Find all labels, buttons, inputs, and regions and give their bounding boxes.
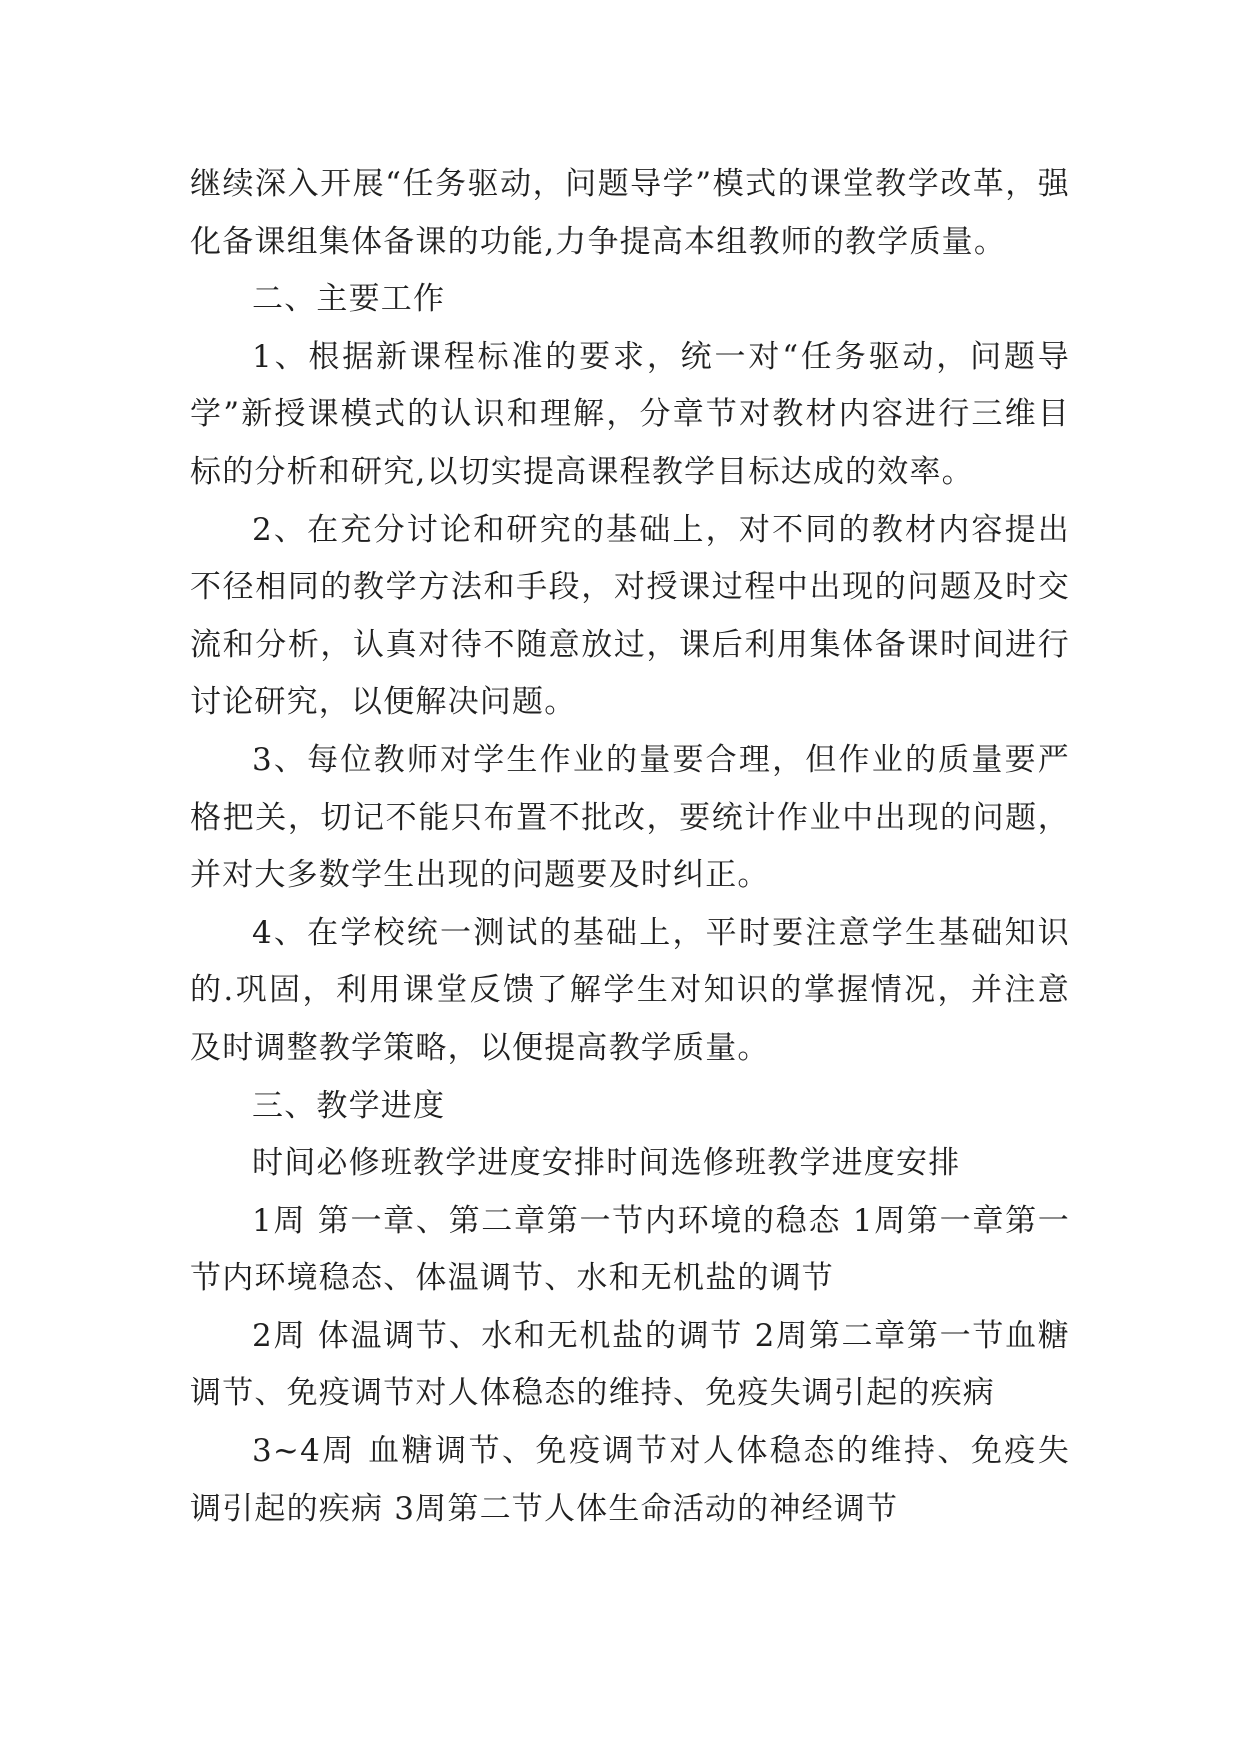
work-item-2: 2、在充分讨论和研究的基础上，对不同的教材内容提出不径相同的教学方法和手段，对授课过程中出现的问题及时交流和分析，认真对待不随意放过，课后利用集体备课时间进行讨论研究，以便解决问题。 (190, 511, 1070, 721)
document-body (190, 156, 1070, 1538)
schedule-week-1: 1周 第一章、第二章第一节内环境的稳态 1周第一章第一节内环境稳态、体温调节、水和无机盐的调节 (190, 1202, 1070, 1297)
section-heading-main-work: 二、主要工作 (252, 281, 446, 318)
section-heading-schedule: 三、教学进度 (252, 1087, 446, 1124)
schedule-week-2: 2周 体温调节、水和无机盐的调节 2周第二章第一节血糖调节、免疫调节对人体稳态的维持、免疫失调引起的疾病 (190, 1317, 1070, 1412)
schedule-header: 时间必修班教学进度安排时间选修班教学进度安排 (252, 1145, 961, 1182)
work-item-1: 1、根据新课程标准的要求，统一对“任务驱动，问题导学”新授课模式的认识和理解，分章节对教材内容进行三维目标的分析和研究,以切实提高课程教学目标达成的效率。 (190, 338, 1070, 490)
work-item-4: 4、在学校统一测试的基础上，平时要注意学生基础知识的.巩固，利用课堂反馈了解学生对知识的掌握情况，并注意及时调整教学策略，以便提高教学质量。 (190, 914, 1070, 1066)
schedule-week-3-4: 3~4周 血糖调节、免疫调节对人体稳态的维持、免疫失调引起的疾病 3周第二节人体生命活动的神经调节 (190, 1433, 1070, 1527)
intro-paragraph: 继续深入开展“任务驱动，问题导学”模式的课堂教学改革，强化备课组集体备课的功能,力争提高本组教师的教学质量。 (190, 166, 1070, 260)
work-item-3: 3、每位教师对学生作业的量要合理，但作业的质量要严格把关，切记不能只布置不批改，要统计作业中出现的问题，并对大多数学生出现的问题要及时纠正。 (190, 741, 1070, 894)
